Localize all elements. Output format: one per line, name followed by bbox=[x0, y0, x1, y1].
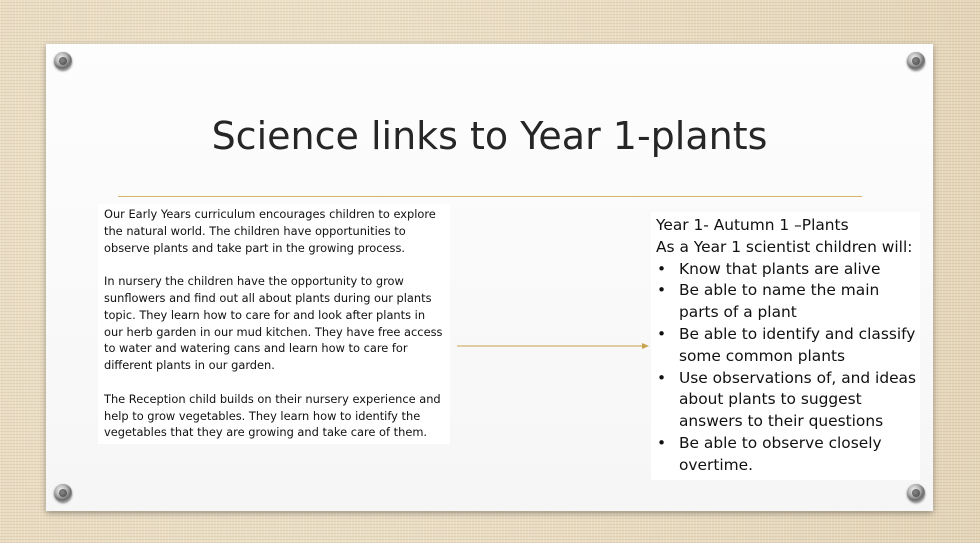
paragraph-reception: The Reception child builds on their nursery experience and help to grow vegetables. They learn how to identify the vegetables that they are growing and take care of them. bbox=[104, 391, 441, 440]
bullet-icon: • bbox=[657, 433, 667, 452]
year1-objectives-box bbox=[651, 212, 920, 480]
paragraph-nursery: In nursery the children have the opportunity to grow sunflowers and find out all about plants during our plants topic. They learn how to care for and look after plants in our herb garden in our mud kitchen. They have free access to water and watering cans and learn how to care for different plants in our garden. bbox=[104, 274, 443, 373]
year1-objectives bbox=[656, 215, 918, 477]
objectives-intro: As a Year 1 scientist children will: bbox=[656, 237, 913, 256]
slide bbox=[46, 44, 933, 511]
list-item: • Know that plants are alive bbox=[656, 259, 918, 281]
early-years-text-box bbox=[98, 204, 450, 444]
bullet-icon: • bbox=[657, 259, 667, 278]
slide-title: Science links to Year 1-plants bbox=[211, 114, 768, 158]
bullet-icon: • bbox=[657, 324, 667, 343]
list-item: • Be able to name the main parts of a plant bbox=[657, 281, 880, 322]
rivet-top-left-icon bbox=[54, 52, 72, 70]
list-item: • Be able to observe closely overtime. bbox=[657, 433, 882, 474]
objectives-list bbox=[656, 259, 918, 477]
paragraph-early-years: Our Early Years curriculum encourages children to explore the natural world. The children have opportunities to observe plants and take part in the growing process. bbox=[104, 207, 436, 255]
arrow-right-icon bbox=[457, 343, 649, 349]
title-divider bbox=[118, 196, 862, 197]
rivet-top-right-icon bbox=[907, 52, 925, 70]
early-years-text bbox=[104, 206, 444, 458]
rivet-bottom-left-icon bbox=[54, 484, 72, 502]
bullet-icon: • bbox=[657, 281, 667, 300]
objectives-heading: Year 1- Autumn 1 –Plants bbox=[656, 216, 849, 234]
list-item: • Use observations of, and ideas about plants to suggest answers to their questions bbox=[657, 368, 917, 431]
list-item: • Be able to identify and classify some common plants bbox=[657, 324, 916, 365]
rivet-bottom-right-icon bbox=[907, 484, 925, 502]
bullet-icon: • bbox=[657, 368, 667, 387]
